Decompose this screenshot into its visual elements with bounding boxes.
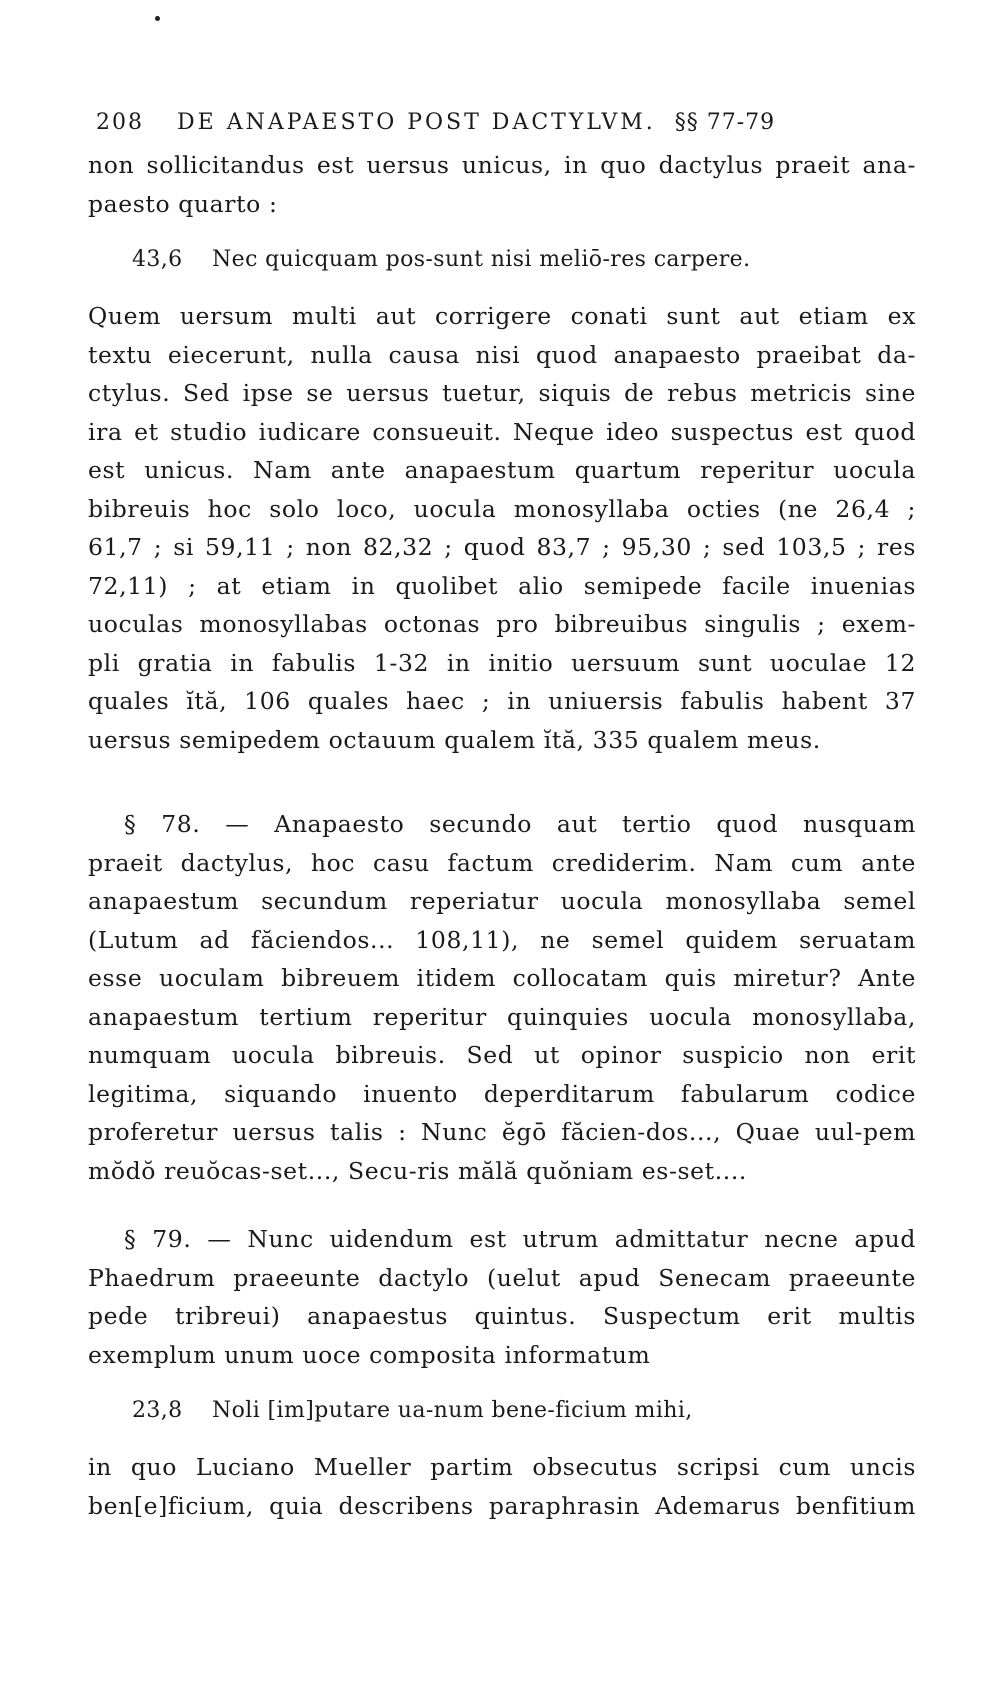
text-line: pede tribreui) anapaestus quintus. Suspectum erit multis [88,1302,916,1330]
paragraph [88,297,916,759]
text-line: bibreuis hoc solo loco, uocula monosyllaba octies (ne 26,4 ; [88,494,916,523]
text-line: proferetur uersus talis : Nunc ĕgō făcien-dos..., Quae uul-pem [88,1118,916,1146]
main-text [88,146,916,1525]
text-line: anapaestum secundum reperiatur uocula monosyllaba semel [88,887,916,915]
text-line: quales ĭtă, 106 quales haec ; in uniuersis fabulis habent 37 [88,687,916,715]
verse-reference: 23,8 [132,1398,183,1423]
intro-paragraph [88,146,916,223]
text-line: (Lutum ad făciendos... 108,11), ne semel quidem seruatam [88,925,916,954]
text-line: non sollicitandus est uersus unicus, in quo dactylus praeit ana- [88,151,916,179]
page-number: 208 [96,110,144,135]
verse-reference: 43,6 [132,247,183,272]
verse-text: Noli [im]putare ua-num bene-ficium mihi, [212,1398,693,1423]
text-line: paesto quarto : [88,189,278,218]
text-line: ben[e]ficium, quia describens paraphrasin Ademarus benfitium [88,1491,916,1520]
text-line: praeit dactylus, hoc casu factum crediderim. Nam cum ante [88,848,916,877]
text-line: uoculas monosyllabas octonas pro bibreuibus singulis ; exem- [88,610,916,638]
section-78 [88,805,916,1190]
paragraph [88,1448,916,1525]
running-header [96,110,916,135]
text-line: numquam uocula bibreuis. Sed ut opinor suspicio non erit [88,1041,916,1069]
ink-speck [155,16,160,21]
text-line: ira et studio iudicare consueuit. Neque ideo suspectus est quod [88,417,916,446]
text-line: pli gratia in fabulis 1-32 in initio uersuum sunt uoculae 12 [88,648,916,677]
verse-text: Nec quicquam pos-sunt nisi meliō-res carpere. [212,247,751,272]
text-line: Quem uersum multi aut corrigere conati sunt aut etiam ex [88,302,916,330]
verse-quotation [88,241,916,279]
text-line: esse uoculam bibreuem itidem collocatam quis miretur? Ante [88,964,916,992]
text-line: legitima, siquando inuento deperditarum fabularum codice [88,1079,916,1108]
verse-quotation [88,1392,916,1430]
text-line: 61,7 ; si 59,11 ; non 82,32 ; quod 83,7 ; 95,30 ; sed 103,5 ; res [88,533,916,561]
text-line: Phaedrum praeeunte dactylo (uelut apud Senecam praeeunte [88,1263,916,1292]
text-line: in quo Luciano Mueller partim obsecutus scripsi cum uncis [88,1453,916,1481]
section-range: §§ 77-79 [674,110,776,135]
section-heading-line: § 78. — Anapaesto secundo aut tertio quod nusquam [124,810,916,838]
text-line: exemplum unum uoce composita informatum [88,1340,651,1369]
text-line: mŏdŏ reuŏcas-set..., Secu-ris mălă quŏniam es-set.... [88,1156,748,1185]
text-line: uersus semipedem octauum qualem ĭtă, 335 qualem meus. [88,725,821,754]
section-79 [88,1220,916,1374]
section-heading-line: § 79. — Nunc uidendum est utrum admittatur necne apud [124,1225,916,1253]
text-line: anapaestum tertium reperitur quinquies uocula monosyllaba, [88,1002,916,1031]
text-line: ctylus. Sed ipse se uersus tuetur, siquis de rebus metricis sine [88,379,916,407]
text-line: textu eiecerunt, nulla causa nisi quod anapaesto praeibat da- [88,340,916,369]
text-line: 72,11) ; at etiam in quolibet alio semipede facile inuenias [88,571,916,600]
running-title: DE ANAPAESTO POST DACTYLVM. [177,110,656,135]
text-line: est unicus. Nam ante anapaestum quartum reperitur uocula [88,456,916,484]
